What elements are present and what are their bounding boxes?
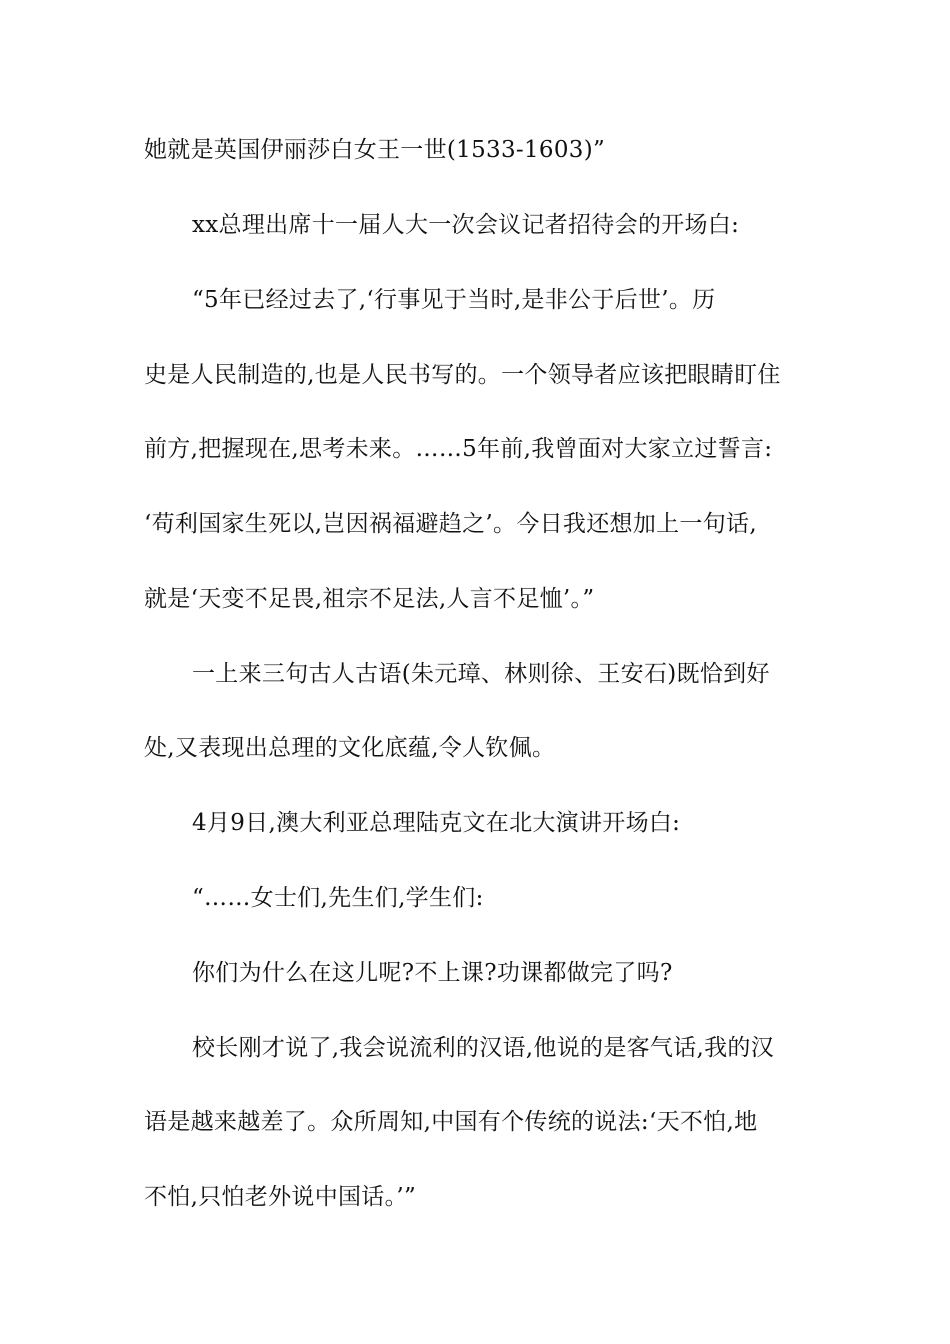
text-line: 处,又表现出总理的文化底蕴,令人钦佩。 [144,735,556,761]
text-line: ‘苟利国家生死以,岂因祸福避趋之’。今日我还想加上一句话, [144,511,757,537]
text-line: 4月9日,澳大利亚总理陆克文在北大演讲开场白: [192,810,681,836]
text-line: 她就是英国伊丽莎白女王一世(1533-1603)” [144,137,606,163]
text-line: 前方,把握现在,思考未来。……5年前,我曾面对大家立过誓言: [144,436,773,462]
text-line: 史是人民制造的,也是人民书写的。一个领导者应该把眼睛盯住 [144,362,781,388]
text-line: xx总理出席十一届人大一次会议记者招待会的开场白: [192,212,740,238]
text-line: 就是‘天变不足畏,祖宗不足法,人言不足恤’。” [144,586,595,612]
text-line: 一上来三句古人古语(朱元璋、林则徐、王安石)既恰到好 [192,661,770,687]
text-line: 校长刚才说了,我会说流利的汉语,他说的是客气话,我的汉 [192,1035,775,1061]
text-line: 语是越来越差了。众所周知,中国有个传统的说法:‘天不怕,地 [144,1109,758,1135]
text-line: 不怕,只怕老外说中国话。’” [144,1184,417,1210]
text-line: “……女士们,先生们,学生们: [192,885,484,911]
text-line: “5年已经过去了,‘行事见于当时,是非公于后世’。历 [192,287,716,313]
text-line: 你们为什么在这儿呢?不上课?功课都做完了吗? [192,960,673,986]
